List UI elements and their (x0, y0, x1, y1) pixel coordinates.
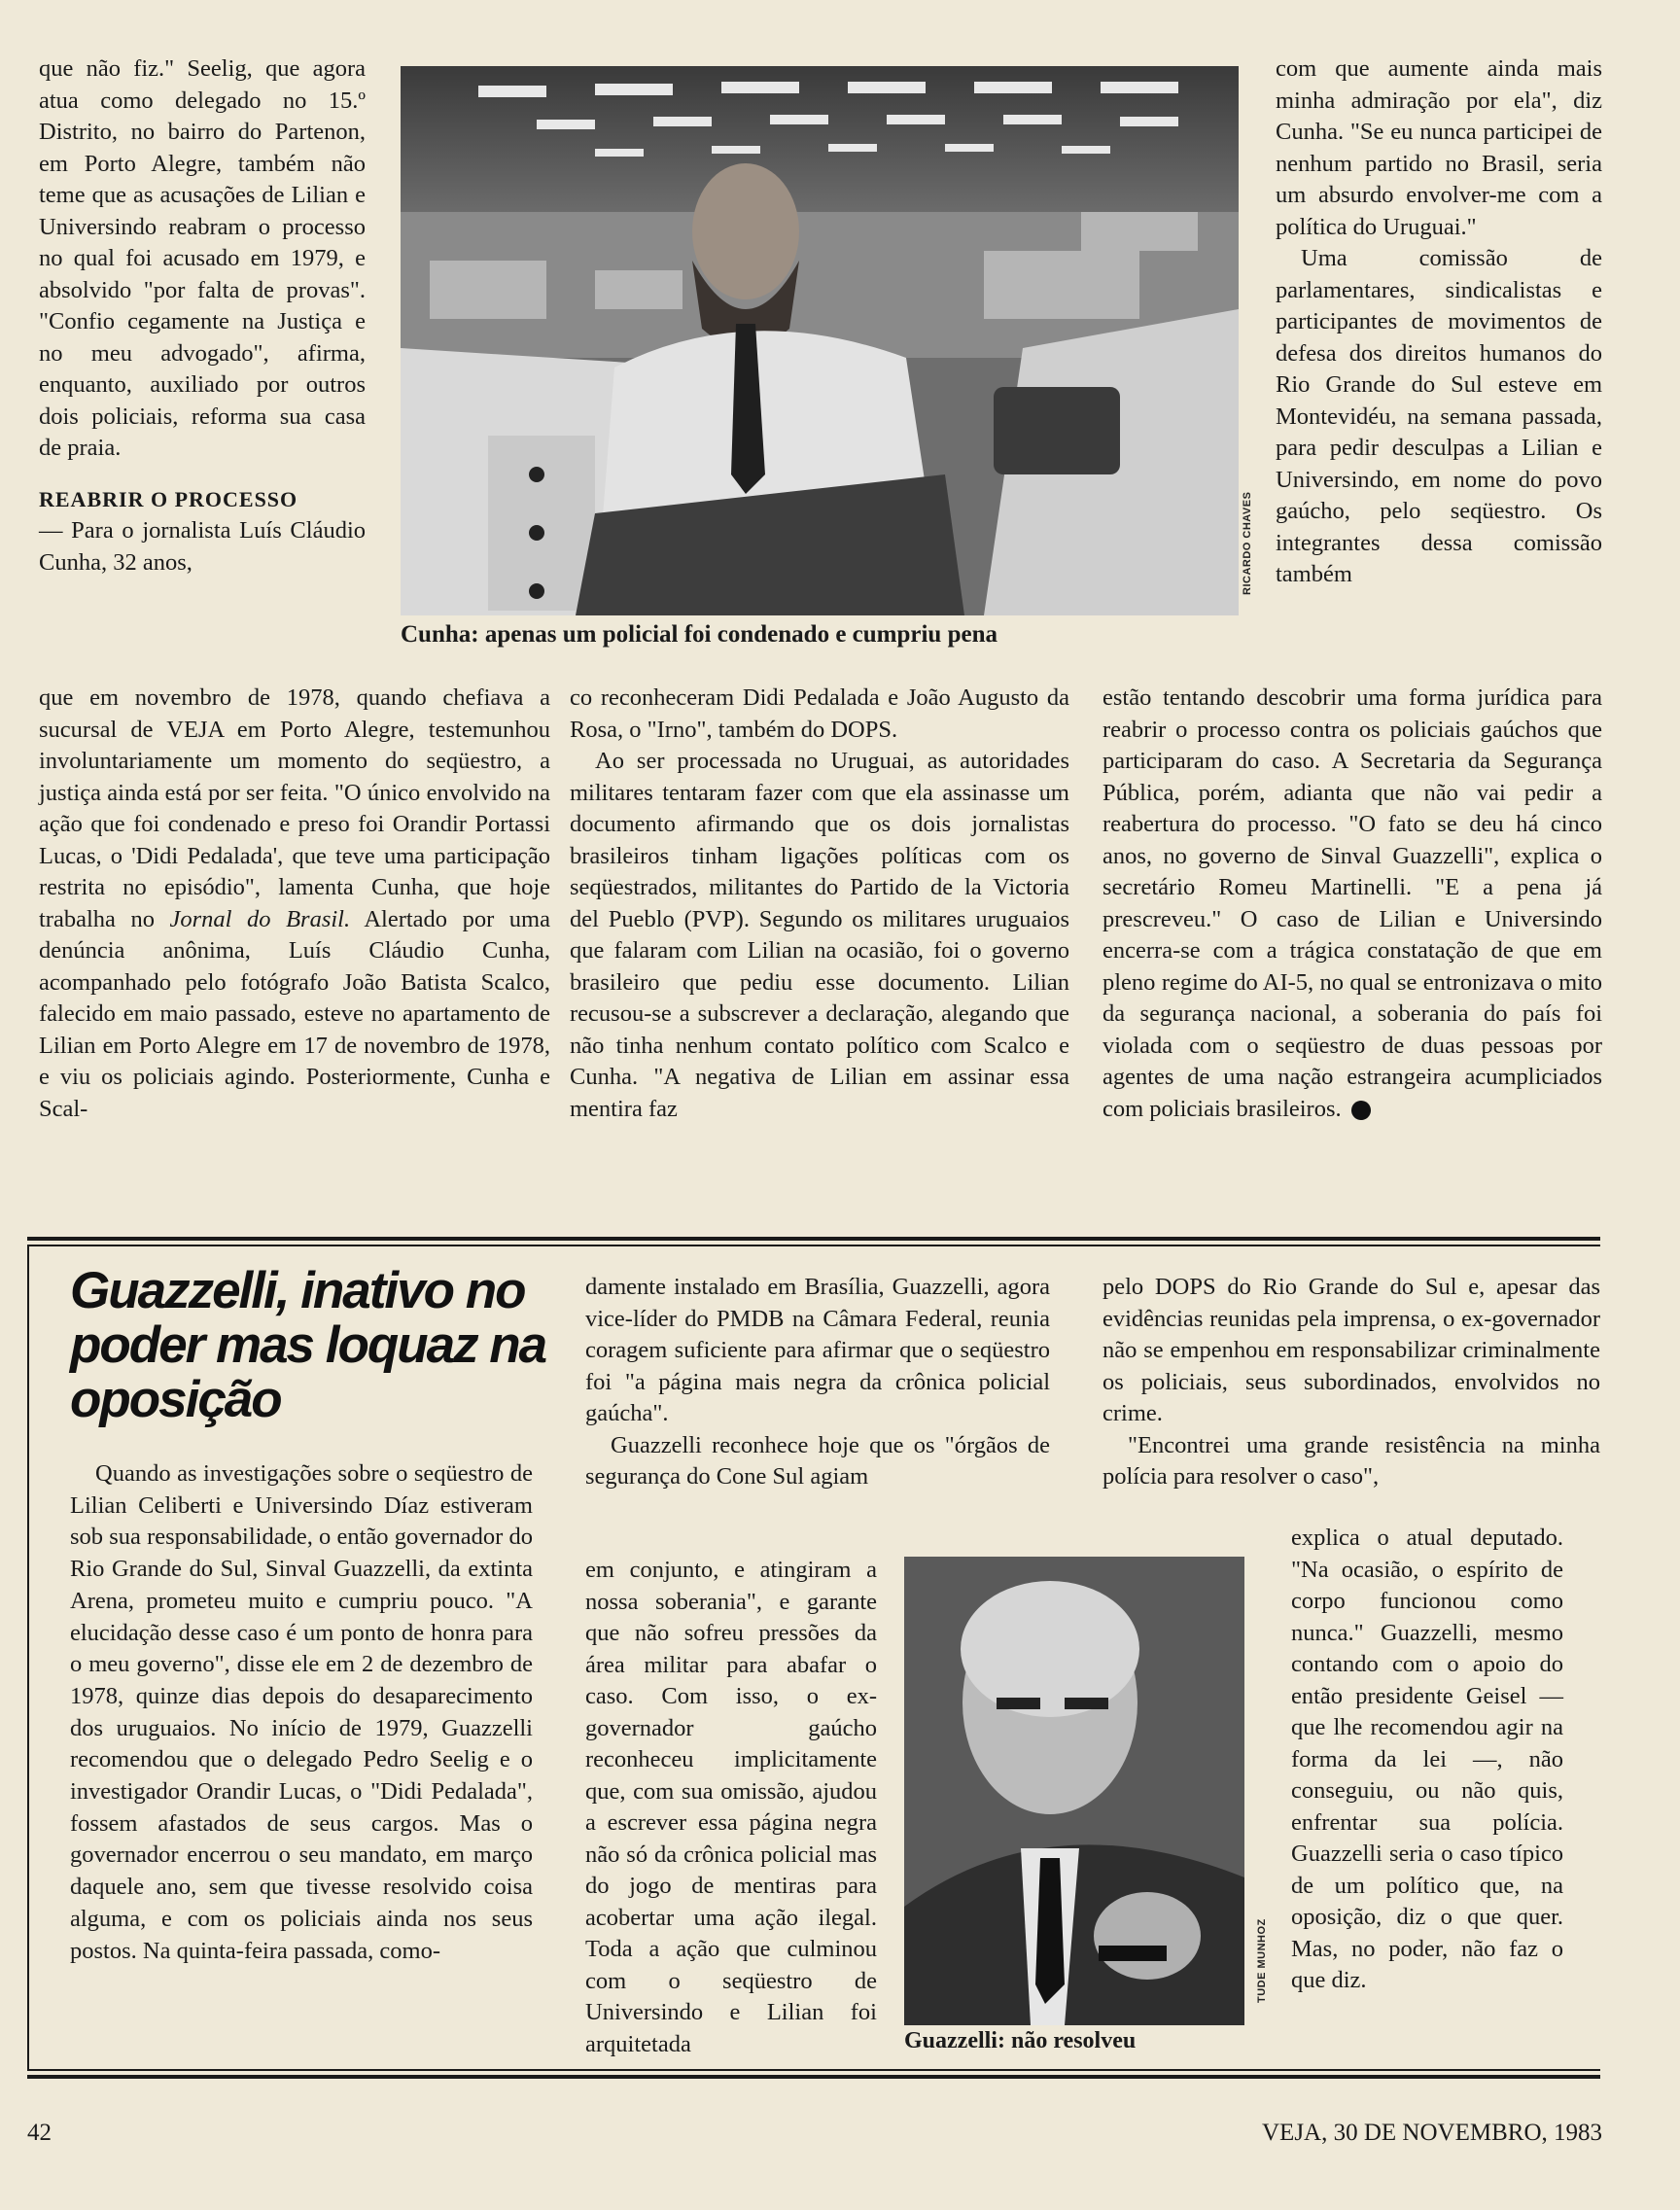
article-paragraph: Ao ser processada no Uruguai, as autoridades militares tentaram fazer com que ela assinasse um documento afirmando que os dois jornalistas brasileiros tinham ligações políticas com os seqüestrados, militantes do Partido de la Victoria del Pueblo (PVP). Segundo os militares uruguaios que falaram com Lilian na ocasião, foi o governo brasileiro que pediu esse documento. Lilian recusou-se a subscrever a declaração, alegando que não tinha nenhum contato político com Scalco e Cunha. "A negativa de Lilian em assinar essa mentira faz (570, 748, 1069, 1122)
box-paragraph: explica o atual deputado. "Na ocasião, o espírito de corpo funcionou como nunca." Guazzelli, mesmo contando com o apoio do então presidente Geisel — que lhe recomendou agir na forma da lei —, não conseguiu, ou não quis, enfrentar sua polícia. Guazzelli seria o caso típico de um político que, na oposição, diz o que quer. Mas, no poder, não faz o que diz. (1291, 1525, 1563, 1993)
article-paragraph: — Para o jornalista Luís Cláudio Cunha, 32 anos, (39, 517, 366, 576)
article-column-3-top (1276, 53, 1602, 591)
cunha-photo (401, 66, 1239, 615)
box-paragraph: damente instalado em Brasília, Guazzelli, agora vice-líder do PMDB na Câmara Federal, reunia coragem suficiente para afirmar que o seqüestro foi "a página mais negra da crônica policial gaúcha". (585, 1274, 1050, 1426)
box-column-2-narrow (585, 1555, 877, 2060)
page-number: 42 (27, 2120, 52, 2146)
box-paragraph: pelo DOPS do Rio Grande do Sul e, apesar das evidências reunidas pela imprensa, o ex-governador não se empenhou em responsabilizar criminalmente os policiais, seus subordinados, envolvidos no crime. (1102, 1274, 1600, 1426)
box-top-rule (27, 1237, 1600, 1241)
guazzelli-photo-caption: Guazzelli: não resolveu (904, 2028, 1137, 2053)
article-paragraph: co reconheceram Didi Pedalada e João Augusto da Rosa, o "Irno", também do DOPS. (570, 684, 1069, 743)
article-column-1-top (39, 53, 366, 579)
article-column-1-bottom (39, 683, 550, 1125)
guazzelli-photo-credit: TUDE MUNHOZ (1256, 1918, 1268, 2003)
box-top-rule-thin (27, 1245, 1600, 1246)
box-left-rule (27, 1245, 29, 2071)
section-subhead: REABRIR O PROCESSO (39, 486, 298, 511)
box-column-3-narrow (1291, 1523, 1563, 1997)
article-paragraph (39, 683, 550, 1125)
article-column-3-bottom (1102, 683, 1602, 1125)
box-headline: Guazzelli, inativo no poder mas loquaz na oposição (70, 1262, 546, 1428)
article-paragraph: que não fiz." Seelig, que agora atua como delegado no 15.º Distrito, no bairro do Partenon, em Porto Alegre, também não teme que as acusações de Lilian e Universindo reabram o processo no qual foi acusado em 1979, e absolvido "por falta de provas". "Confio cegamente na Justiça e no meu advogado", afirma, enquanto, auxiliado por outros dois policiais, reforma sua casa de praia. (39, 55, 366, 461)
article-column-2 (570, 683, 1069, 1125)
article-paragraph: com que aumente ainda mais minha admiração por ela", diz Cunha. "Se eu nunca participei de nenhum partido no Brasil, seria um absurdo envolver-me com a política do Uruguai." (1276, 55, 1602, 240)
end-of-article-mark (1351, 1101, 1371, 1120)
box-paragraph: Guazzelli reconhece hoje que os "órgãos de segurança do Cone Sul agiam (585, 1431, 1050, 1490)
cunha-photo-credit: RICARDO CHAVES (1242, 491, 1253, 595)
box-column-3-top (1102, 1272, 1600, 1493)
article-paragraph: Uma comissão de parlamentares, sindicalistas e participantes de movimentos de defesa dos direitos humanos do Rio Grande do Sul esteve em Montevidéu, na semana passada, para pedir desculpas a Lilian e Universindo, em nome do povo gaúcho, pelo seqüestro. Os integrantes dessa comissão também (1276, 245, 1602, 587)
box-bottom-rule (27, 2069, 1600, 2071)
issue-date: VEJA, 30 DE NOVEMBRO, 1983 (1262, 2120, 1602, 2146)
article-paragraph (1102, 683, 1602, 1125)
box-paragraph: em conjunto, e atingiram a nossa soberania", e garante que não sofreu pressões da área militar para abafar o caso. Com isso, o ex-governador gaúcho reconheceu implicitamente que, com sua omissão, ajudou a escrever essa página negra não só da crônica policial mas do jogo de mentiras para acobertar uma ação ilegal. Toda a ação que culminou com o seqüestro de Universindo e Lilian foi arquitetada (585, 1557, 877, 2057)
box-bottom-rule-thick (27, 2075, 1600, 2079)
article-text: Alertado por uma denúncia anônima, Luís Cláudio Cunha, acompanhado pelo fotógrafo João Batista Scalco, falecido em maio passado, esteve no apartamento de Lilian em Porto Alegre em 17 de novembro de 1978, e viu os policiais agindo. Posteriormente, Cunha e Scal- (39, 905, 550, 1122)
cunha-photo-caption: Cunha: apenas um policial foi condenado e cumpriu pena (401, 621, 998, 648)
box-column-2-top (585, 1272, 1050, 1493)
box-paragraph: Quando as investigações sobre o seqüestro de Lilian Celiberti e Universindo Díaz estiveram sob sua responsabilidade, o então governador do Rio Grande do Sul, Sinval Guazzelli, da extinta Arena, prometeu muito e cumpriu pouco. "A elucidação desse caso é um ponto de honra para o meu governo", disse ele em 2 de dezembro de 1978, quinze dias depois do desaparecimento dos uruguaios. No início de 1979, Guazzelli recomendou que o delegado Pedro Seelig e o investigador Orandir Lucas, o "Didi Pedalada", fossem afastados de seus cargos. Mas o governador encerrou o seu mandato, em março daquele ano, sem que tivesse resolvido coisa alguma, e com os policiais ainda nos seus postos. Na quinta-feira passada, como- (70, 1460, 533, 1964)
guazzelli-photo (904, 1557, 1244, 2025)
box-column-1 (70, 1458, 533, 1967)
article-text: estão tentando descobrir uma forma jurídica para reabrir o processo contra os policiais gaúchos que participaram do caso. A Secretaria da Segurança Pública, porém, adianta que não vai pedir a reabertura do processo. "O fato se deu há cinco anos, no governo de Sinval Guazzelli", explica o secretário Romeu Martinelli. "E a pena já prescreveu." O caso de Lilian e Universindo encerra-se com a trágica constatação de que em pleno regime do AI-5, no qual se entronizava o mito da segurança nacional, a soberania do país foi violada com o seqüestro de duas pessoas por agentes de uma nação estrangeira acumpliciados com policiais brasileiros. (1102, 684, 1602, 1122)
newspaper-name: Jornal do Brasil. (169, 905, 351, 932)
article-text: que em novembro de 1978, quando chefiava a sucursal de VEJA em Porto Alegre, testemunhou involuntariamente um momento do seqüestro, a justiça ainda está por ser feita. "O único envolvido na ação que foi condenado e preso foi Orandir Portassi Lucas, o 'Didi Pedalada', que teve uma participação restrita no episódio", lamenta Cunha, que hoje trabalha no (39, 684, 550, 932)
cunha-photo-illustration (401, 66, 1239, 615)
box-paragraph: "Encontrei uma grande resistência na minha polícia para resolver o caso", (1102, 1431, 1600, 1490)
guazzelli-photo-illustration (904, 1557, 1244, 2025)
